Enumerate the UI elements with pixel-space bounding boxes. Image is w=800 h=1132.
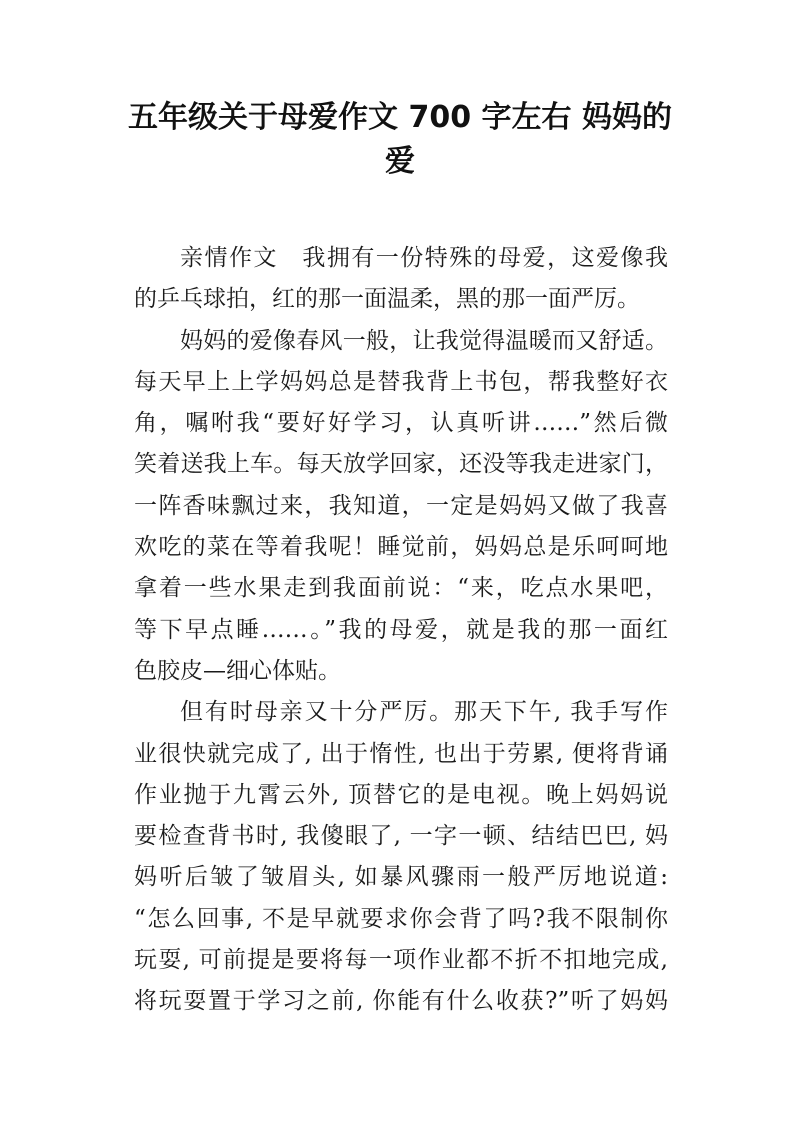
- paragraph-line: 妈听后皱了皱眉头, 如暴风骤雨一般严厉地说道:: [134, 864, 668, 891]
- paragraph-line: 亲情作文 我拥有一份特殊的母爱，这爱像我: [180, 245, 668, 271]
- document-title: 五年级关于母爱作文 700 字左右 妈妈的爱: [128, 100, 672, 179]
- document-body: [134, 238, 668, 1023]
- paragraph-line: “怎么回事, 不是早就要求你会背了吗?我不限制你: [134, 905, 668, 932]
- paragraph-line: 等下早点睡……。”我的母爱，就是我的那一面红: [134, 616, 668, 643]
- paragraph-line: 作业抛于九霄云外, 顶替它的是电视。晚上妈妈说: [134, 781, 668, 808]
- paragraph-line: 一阵香味飘过来，我知道，一定是妈妈又做了我喜: [134, 492, 668, 519]
- paragraph-line: 玩耍, 可前提是要将每一项作业都不折不扣地完成,: [134, 947, 668, 974]
- paragraph-line: 欢吃的菜在等着我呢！睡觉前，妈妈总是乐呵呵地: [134, 534, 668, 561]
- paragraph-line: 但有时母亲又十分严厉。那天下午, 我手写作: [180, 699, 668, 726]
- paragraph-line: 拿着一些水果走到我面前说：“来，吃点水果吧，: [134, 575, 668, 602]
- paragraph-line: 色胶皮—细心体贴。: [134, 657, 341, 684]
- paragraph-line: 每天早上上学妈妈总是替我背上书包，帮我整好衣: [134, 368, 668, 395]
- paragraph-line: 要检查背书时, 我傻眼了, 一字一顿、结结巴巴, 妈: [134, 823, 668, 850]
- paragraph-line: 的乒乓球拍，红的那一面温柔，黑的那一面严厉。: [134, 286, 640, 313]
- paragraph-line: 笑着送我上车。每天放学回家，还没等我走进家门，: [134, 451, 668, 478]
- paragraph-line: 妈妈的爱像春风一般，让我觉得温暖而又舒适。: [180, 327, 668, 354]
- paragraph-line: 角，嘱咐我“要好好学习，认真听讲……”然后微: [134, 410, 668, 437]
- paragraph-line: 业很快就完成了, 出于惰性, 也出于劳累, 便将背诵: [134, 740, 668, 767]
- paragraph-line: 将玩耍置于学习之前, 你能有什么收获?”听了妈妈: [134, 988, 668, 1015]
